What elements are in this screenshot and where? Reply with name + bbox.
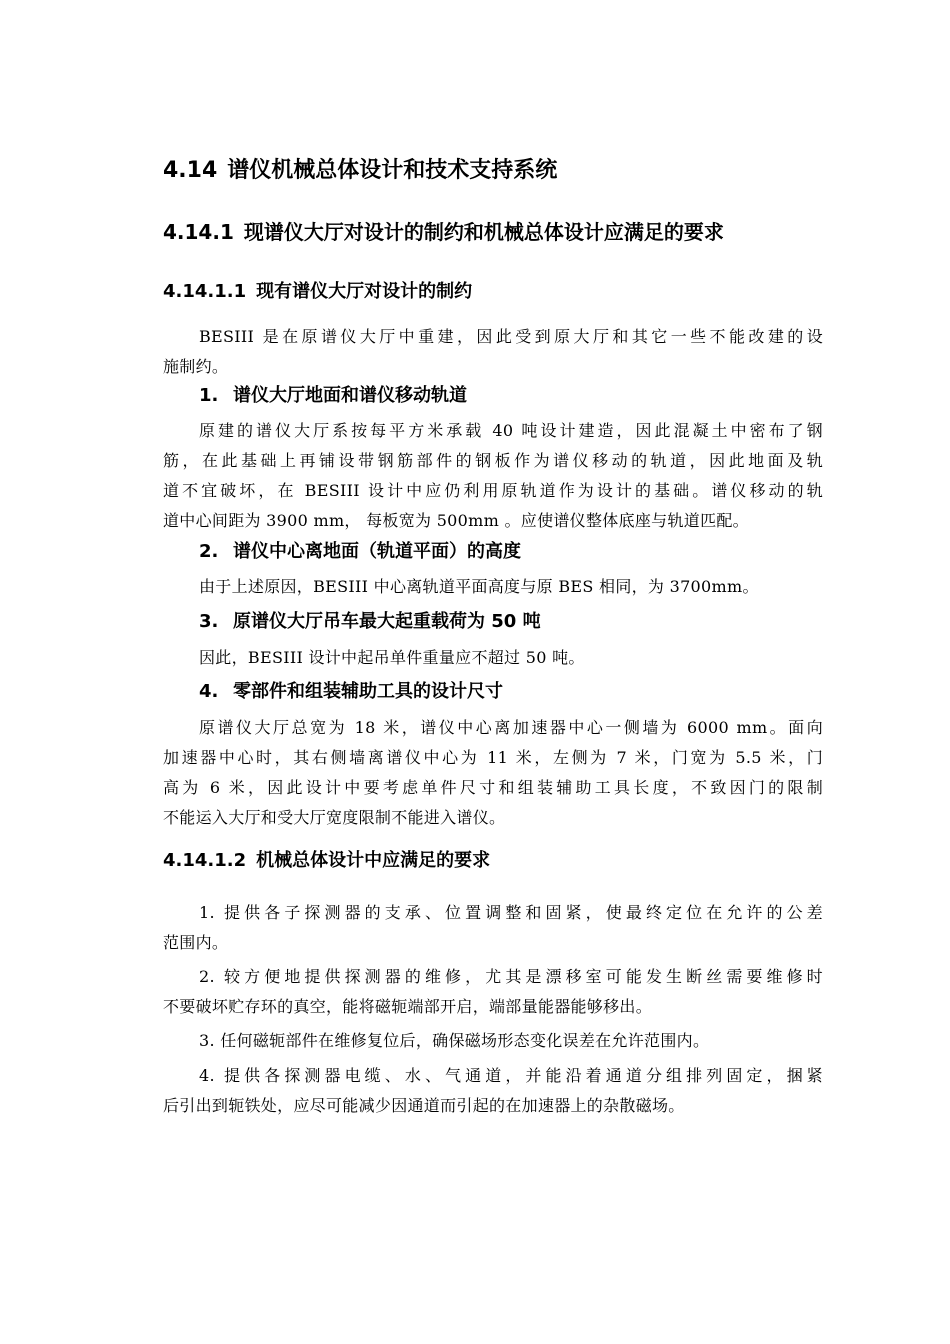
paragraph-line: 原建的谱仪大厅系按每平方米承载 40 吨设计建造，因此混凝土中密布了钢 (199, 421, 823, 440)
paragraph-line: 2. 较方便地提供探测器的维修，尤其是漂移室可能发生断丝需要维修时 (199, 967, 823, 986)
subsection-title: 现谱仪大厅对设计的制约和机械总体设计应满足的要求 (243, 220, 724, 244)
paragraph-line: 高为 6 米，因此设计中要考虑单件尺寸和组装辅助工具长度，不致因门的限制 (163, 778, 823, 797)
paragraph-line: 不要破坏贮存环的真空，能将磁轭端部开启，端部量能器能够移出。 (163, 997, 653, 1016)
item-4-paragraph (163, 713, 823, 833)
item-title: 谱仪中心离地面（轨道平面）的高度 (233, 541, 521, 562)
requirement-3-paragraph (163, 1026, 823, 1056)
paragraph-line: 加速器中心时，其右侧墙离谱仪中心为 11 米，左侧为 7 米，门宽为 5.5 米，门 (163, 748, 823, 767)
sub1-heading (163, 277, 472, 307)
paragraph-line: 因此，BESIII 设计中起吊单件重量应不超过 50 吨。 (199, 648, 585, 667)
item-title: 谱仪大厅地面和谱仪移动轨道 (233, 385, 467, 406)
item-number: 2. (199, 541, 219, 562)
item-2-heading (199, 537, 521, 567)
paragraph-line: 不能运入大厅和受大厅宽度限制不能进入谱仪。 (163, 808, 506, 827)
section-number: 4.14 (163, 158, 218, 183)
paragraph-line: 4. 提供各探测器电缆、水、气通道，并能沿着通道分组排列固定，捆紧 (199, 1066, 823, 1085)
requirement-4-paragraph (163, 1061, 823, 1121)
paragraph-line: 筋，在此基础上再铺设带钢筋部件的钢板作为谱仪移动的轨道，因此地面及轨 (163, 451, 823, 470)
section-heading (163, 154, 557, 188)
item-number: 4. (199, 681, 219, 702)
paragraph-line: 范围内。 (163, 933, 229, 952)
paragraph-line: 道中心间距为 3900 mm， 每板宽为 500mm 。应使谱仪整体底座与轨道匹配。 (163, 511, 749, 530)
subsection-heading (163, 216, 724, 248)
sub1-intro-paragraph (163, 322, 823, 382)
subsection-number: 4.14.1 (163, 220, 234, 244)
paragraph-line: 3. 任何磁轭部件在维修复位后，确保磁场形态变化误差在允许范围内。 (199, 1031, 710, 1050)
paragraph-line: 后引出到轭铁处，应尽可能减少因通道而引起的在加速器上的杂散磁场。 (163, 1096, 685, 1115)
item-number: 1. (199, 385, 219, 406)
paragraph-line: BESIII 是在原谱仪大厅中重建，因此受到原大厅和其它一些不能改建的设 (199, 327, 823, 346)
sub2-title: 机械总体设计中应满足的要求 (256, 850, 491, 871)
sub1-number: 4.14.1.1 (163, 281, 247, 302)
sub2-heading (163, 846, 490, 876)
requirement-1-paragraph (163, 898, 823, 958)
paragraph-line: 由于上述原因，BESIII 中心离轨道平面高度与原 BES 相同，为 3700mm。 (199, 577, 759, 596)
item-title: 零部件和组装辅助工具的设计尺寸 (233, 681, 503, 702)
item-title: 原谱仪大厅吊车最大起重载荷为 50 吨 (233, 611, 541, 632)
requirement-2-paragraph (163, 962, 823, 1022)
paragraph-line: 道不宜破坏，在 BESIII 设计中应仍利用原轨道作为设计的基础。谱仪移动的轨 (163, 481, 823, 500)
item-2-paragraph (163, 572, 823, 602)
sub1-title: 现有谱仪大厅对设计的制约 (256, 281, 473, 302)
paragraph-line: 1. 提供各子探测器的支承、位置调整和固紧，使最终定位在允许的公差 (199, 903, 823, 922)
paragraph-line: 原谱仪大厅总宽为 18 米，谱仪中心离加速器中心一侧墙为 6000 mm。面向 (199, 718, 823, 737)
item-3-paragraph (163, 643, 823, 673)
sub2-number: 4.14.1.2 (163, 850, 247, 871)
item-1-paragraph (163, 416, 823, 536)
paragraph-line: 施制约。 (163, 357, 229, 376)
item-3-heading (199, 607, 541, 637)
section-title: 谱仪机械总体设计和技术支持系统 (227, 158, 558, 183)
item-4-heading (199, 677, 503, 707)
item-number: 3. (199, 611, 219, 632)
item-1-heading (199, 381, 467, 411)
